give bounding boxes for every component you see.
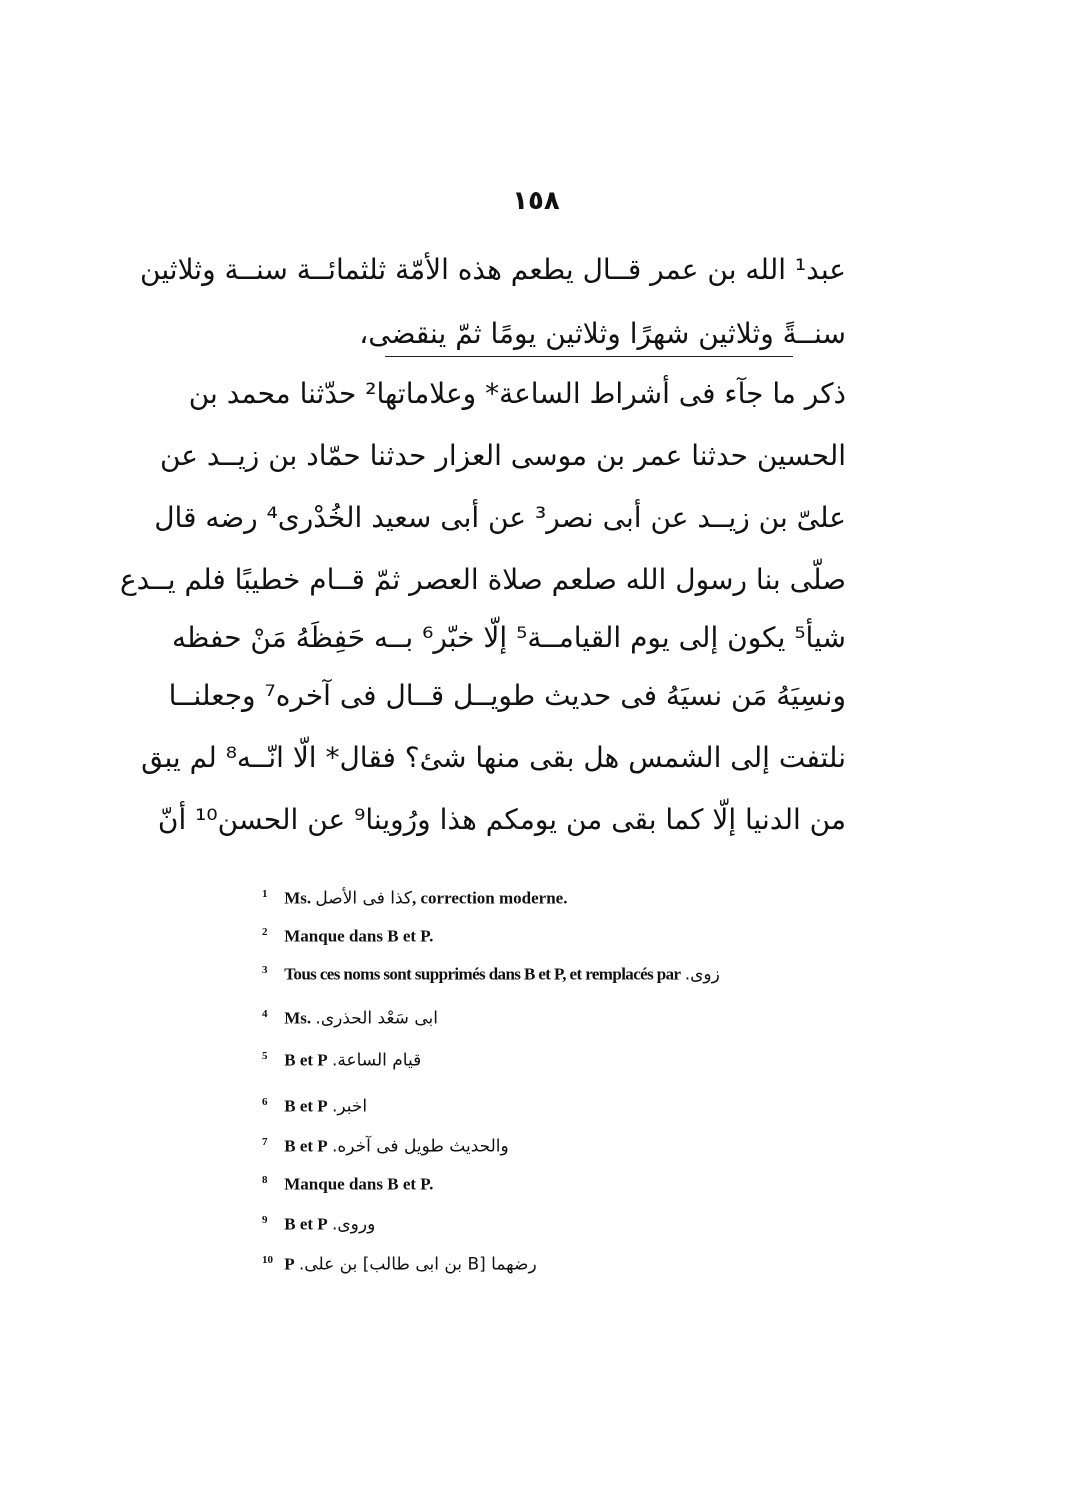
footnote-text: Ms. <box>284 1008 312 1028</box>
footnote-text: B et P <box>284 1050 328 1070</box>
footnote-number: 4 <box>262 1008 268 1020</box>
footnote-text: Tous ces noms sont supprimés dans B et P, et remplacés par <box>284 964 681 984</box>
footnote-text: P <box>284 1254 295 1274</box>
footnote-arabic: رضهما [B بن ابى طالب] بن على. <box>298 1254 537 1275</box>
footnote <box>262 1042 882 1070</box>
body-line: ونسِيَهُ مَن نسيَهُ فى حديث طويــل قــال فى آخره⁷ وجعلنــا <box>168 679 846 712</box>
footnote-number: 10 <box>262 1254 273 1266</box>
footnote <box>262 880 882 908</box>
footnote-text: B et P <box>284 1214 328 1234</box>
footnote <box>262 918 882 946</box>
body-line: سنــةً وثلاثين شهرًا وثلاثين يومًا ثمّ ينقضى، <box>359 317 846 350</box>
footnote-number: 5 <box>262 1050 268 1062</box>
body-line: من الدنيا إلّا كما بقى من يومكم هذا ورُوينا⁹ عن الحسن¹⁰ أنّ <box>157 803 846 836</box>
body-line: الحسين حدثنا عمر بن موسى العزار حدثنا حمّاد بن زيــد عن <box>159 439 846 472</box>
footnote-number: 6 <box>262 1096 268 1108</box>
footnote-number: 3 <box>262 964 268 976</box>
footnote <box>262 1206 882 1234</box>
footnote-text: Manque dans B et P. <box>284 926 434 946</box>
footnote-number: 9 <box>262 1214 268 1226</box>
body-line: ذكر ما جآء فى أشراط الساعة* وعلاماتها² حدّثنا محمد بن <box>188 377 846 410</box>
footnote-arabic: وروى. <box>331 1214 376 1235</box>
footnote-text: B et P <box>284 1096 328 1116</box>
page-number: ١٥٨ <box>512 186 560 216</box>
footnote-arabic: كذا فى الأصل <box>315 888 412 909</box>
section-divider <box>385 356 793 357</box>
body-line: شيأ⁵ يكون إلى يوم القيامــة⁵ إلّا خبّر⁶ بــه حَفِظَهُ مَنْ حفظه <box>172 621 846 654</box>
footnote-number: 2 <box>262 926 268 938</box>
footnote-number: 1 <box>262 888 268 900</box>
footnote-arabic: قيام الساعة. <box>331 1050 422 1071</box>
footnote-text: Manque dans B et P. <box>284 1174 434 1194</box>
body-line: عبد¹ الله بن عمر قــال يطعم هذه الأمّة ثلثمائــة سنــة وثلاثين <box>140 253 846 286</box>
footnote-text-after: , correction moderne. <box>412 888 568 908</box>
footnote-arabic: اخبر. <box>331 1096 368 1117</box>
body-line: صلّى بنا رسول الله صلعم صلاة العصر ثمّ قــام خطيبًا فلم يــدع <box>119 563 846 596</box>
footnote <box>262 1246 882 1274</box>
footnote-number: 8 <box>262 1174 268 1186</box>
footnote <box>262 1000 882 1028</box>
footnote-text: B et P <box>284 1136 328 1156</box>
footnote-arabic: ابى سَعْد الحذرى. <box>315 1008 438 1029</box>
footnote <box>262 1128 882 1156</box>
footnote-number: 7 <box>262 1136 268 1148</box>
footnote <box>262 1166 882 1194</box>
footnote-arabic: زوى. <box>684 964 720 985</box>
footnote <box>262 956 882 984</box>
footnote <box>262 1088 882 1116</box>
footnote-arabic: والحديث طويل فى آخره. <box>331 1136 509 1157</box>
footnote-text: Ms. <box>284 888 312 908</box>
body-line: نلتفت إلى الشمس هل بقى منها شئ؟ فقال* الّا انّــه⁸ لم يبق <box>141 741 846 774</box>
body-line: علىّ بن زيــد عن أبى نصر³ عن أبى سعيد الخُدْرى⁴ رضه قال <box>154 501 846 534</box>
